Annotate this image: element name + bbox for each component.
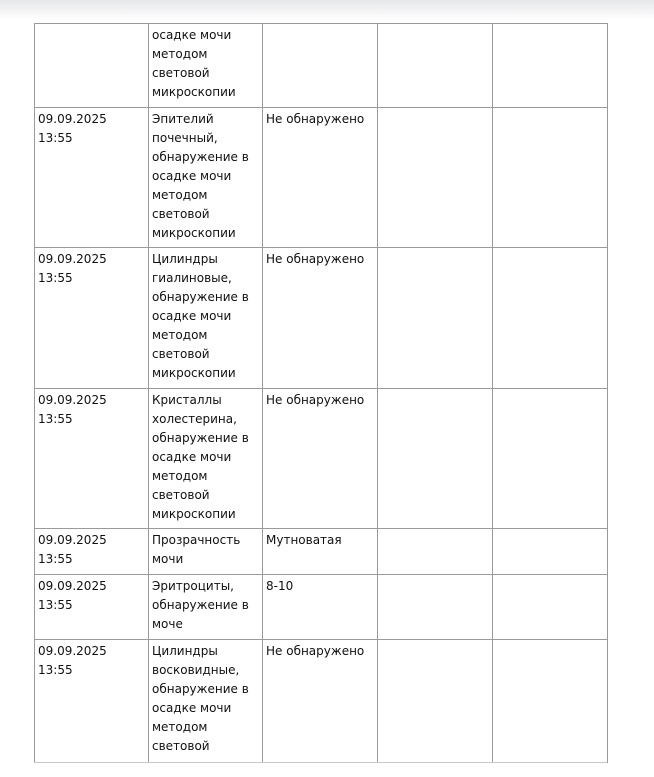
date-cell: 09.09.2025 13:55: [35, 529, 149, 575]
empty-cell: [378, 529, 493, 575]
empty-cell: [493, 640, 608, 763]
result-cell: Не обнаружено: [263, 640, 378, 763]
test-name-cell: Кристаллы холестерина, обнаружение в осадке мочи методом световой микроскопии: [149, 389, 263, 529]
empty-cell: [378, 248, 493, 389]
empty-cell: [493, 24, 608, 108]
result-cell: [263, 24, 378, 108]
test-name-cell: Эпителий почечный, обнаружение в осадке мочи методом световой микроскопии: [149, 108, 263, 248]
date-cell: 09.09.2025 13:55: [35, 640, 149, 763]
table-row: [35, 108, 608, 248]
table-row: [35, 640, 608, 763]
top-edge: [0, 0, 654, 20]
table-row: [35, 529, 608, 575]
result-cell: Не обнаружено: [263, 108, 378, 248]
date-cell: [35, 24, 149, 108]
result-cell: 8-10: [263, 575, 378, 640]
empty-cell: [493, 575, 608, 640]
empty-cell: [378, 389, 493, 529]
result-cell: Мутноватая: [263, 529, 378, 575]
empty-cell: [378, 575, 493, 640]
test-name-cell: Цилиндры восковидные, обнаружение в осадке мочи методом световой: [149, 640, 263, 763]
test-name-cell: Эритроциты, обнаружение в моче: [149, 575, 263, 640]
test-name-cell: Прозрачность мочи: [149, 529, 263, 575]
result-cell: Не обнаружено: [263, 389, 378, 529]
table-row: [35, 248, 608, 389]
empty-cell: [378, 24, 493, 108]
test-name-cell: Цилиндры гиалиновые, обнаружение в осадке мочи методом световой микроскопии: [149, 248, 263, 389]
empty-cell: [378, 640, 493, 763]
page-bottom-line: [34, 762, 607, 763]
lab-results-table: [34, 23, 608, 763]
date-cell: 09.09.2025 13:55: [35, 389, 149, 529]
date-cell: 09.09.2025 13:55: [35, 108, 149, 248]
empty-cell: [493, 529, 608, 575]
table-row: [35, 389, 608, 529]
empty-cell: [493, 389, 608, 529]
empty-cell: [493, 248, 608, 389]
table-row: [35, 24, 608, 108]
test-name-cell: осадке мочи методом световой микроскопии: [149, 24, 263, 108]
date-cell: 09.09.2025 13:55: [35, 575, 149, 640]
empty-cell: [378, 108, 493, 248]
table-row: [35, 575, 608, 640]
date-cell: 09.09.2025 13:55: [35, 248, 149, 389]
result-cell: Не обнаружено: [263, 248, 378, 389]
empty-cell: [493, 108, 608, 248]
